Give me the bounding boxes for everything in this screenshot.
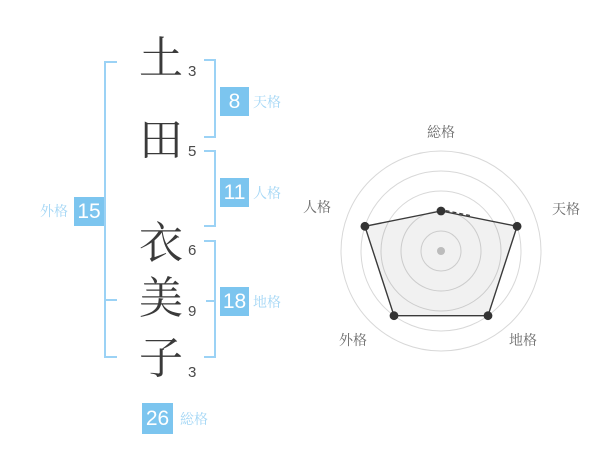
radar-axis-jinkaku: 人格 <box>303 199 331 215</box>
radar-series-polygon <box>365 211 517 316</box>
radar-chart-svg <box>291 101 591 401</box>
gaikaku-bracket-mid-tick <box>106 299 117 301</box>
name-char-4: 美 <box>139 274 183 323</box>
tenkaku-label: 天格 <box>253 94 281 110</box>
radar-data-point <box>513 222 522 231</box>
soukaku-value-badge: 26 <box>142 403 173 434</box>
chikaku-bracket-mid-tick <box>206 300 216 302</box>
radar-data-point <box>437 207 446 216</box>
radar-axis-soukaku: 総格 <box>427 124 455 140</box>
radar-data-point <box>390 311 399 320</box>
name-char-3: 衣 <box>139 219 183 268</box>
jinkaku-bracket <box>204 150 216 227</box>
chikaku-value-badge: 18 <box>220 287 249 316</box>
gaikaku-value-badge: 15 <box>74 197 104 226</box>
fortune-radar-chart <box>291 101 591 401</box>
radar-axis-gaikaku: 外格 <box>339 332 367 348</box>
stroke-count-2: 5 <box>188 143 197 160</box>
jinkaku-value-badge: 11 <box>220 178 249 207</box>
stroke-count-3: 6 <box>188 242 197 259</box>
radar-data-point <box>484 311 493 320</box>
jinkaku-label: 人格 <box>253 185 281 201</box>
gaikaku-label: 外格 <box>40 203 68 219</box>
stroke-count-1: 3 <box>188 63 197 80</box>
stroke-count-4: 9 <box>188 303 197 320</box>
radar-axis-tenkaku: 天格 <box>552 201 580 217</box>
name-char-2: 田 <box>139 116 183 165</box>
name-char-5: 子 <box>139 334 183 383</box>
tenkaku-bracket <box>204 59 216 138</box>
chikaku-label: 地格 <box>253 294 281 310</box>
name-char-1: 土 <box>139 34 183 83</box>
radar-axis-chikaku: 地格 <box>509 332 537 348</box>
stroke-count-5: 3 <box>188 364 197 381</box>
soukaku-label: 総格 <box>180 411 208 427</box>
radar-data-point <box>361 222 370 231</box>
gaikaku-bracket <box>104 61 117 358</box>
chikaku-bracket <box>204 240 216 358</box>
tenkaku-value-badge: 8 <box>220 87 249 116</box>
